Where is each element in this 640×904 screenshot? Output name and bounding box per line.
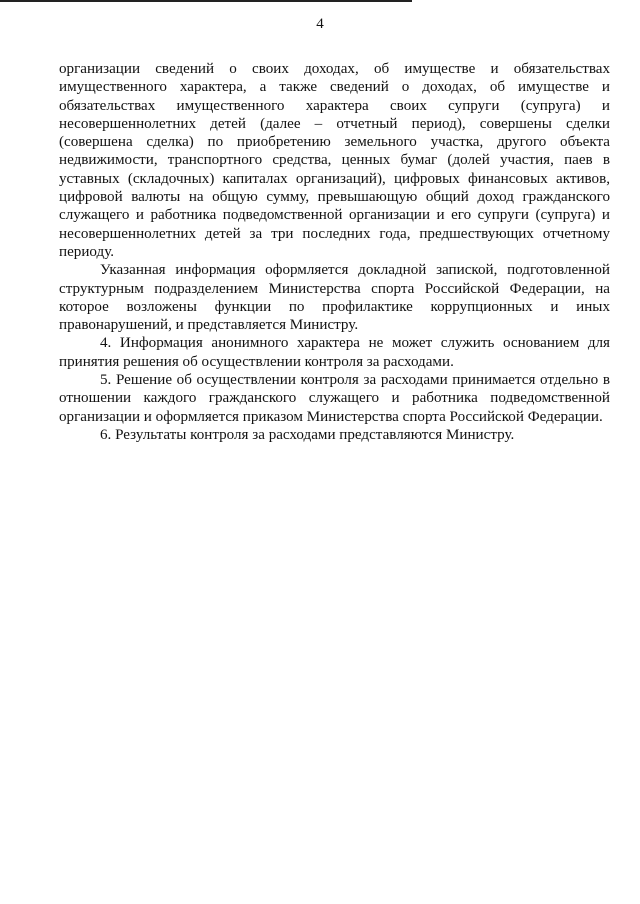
- paragraph-memo-info: Указанная информация оформляется докладной запиской, подготовленной структурным подразделением Министерства спорта Российской Федерации, на которое возложены функции по профилактике коррупционных и иных правонарушений, и представляется Министру.: [59, 262, 610, 334]
- scan-edge-line: [0, 0, 412, 2]
- paragraph-item-6: 6. Результаты контроля за расходами представляются Министру.: [100, 426, 515, 443]
- paragraph-item-5: 5. Решение об осуществлении контроля за расходами принимается отдельно в отношении каждого гражданского служащего и работника подведомственной организации и оформляется приказом Министерства спорта Российской Федерации.: [59, 372, 610, 425]
- document-body: [59, 60, 610, 444]
- page-number: 4: [316, 16, 324, 32]
- paragraph-item-4: 4. Информация анонимного характера не может служить основанием для принятия решения об осуществлении контроля за расходами.: [59, 335, 610, 370]
- paragraph-continuation: организации сведений о своих доходах, об имуществе и обязательствах имущественного характера, а также сведений о доходах, об имуществе и обязательствах имущественного характера своих супруги (супруга) и несовершеннолетних детей (далее – отчетный период), совершены сделки (совершена сделка) по приобретению земельного участка, другого объекта недвижимости, транспортного средства, ценных бумаг (долей участия, паев в уставных (складочных) капиталах организаций), цифровых финансовых активов, цифровой валюты на общую сумму, превышающую общий доход гражданского служащего и работника подведомственной организации и его супруги (супруга) и несовершеннолетних детей за три последних года, предшествующих отчетному периоду.: [59, 61, 610, 260]
